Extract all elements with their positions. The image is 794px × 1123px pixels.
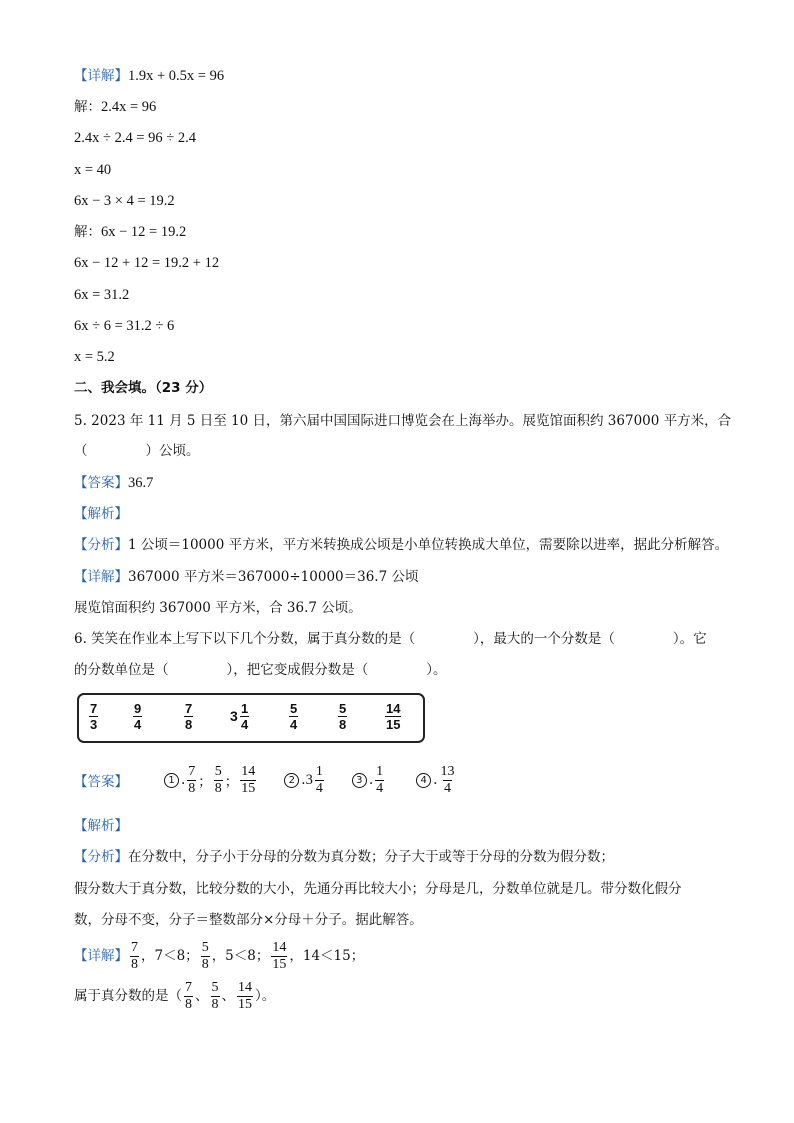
detail-tag: 【详解】 bbox=[74, 68, 128, 84]
box-fraction bbox=[240, 701, 249, 732]
numerator: 7 bbox=[90, 701, 98, 716]
numerator: 1 bbox=[315, 763, 323, 779]
numerator: 14 bbox=[272, 939, 287, 955]
denominator: 4 bbox=[241, 717, 249, 732]
fraction bbox=[187, 764, 196, 797]
q6-text-part: ）。它 bbox=[672, 631, 707, 647]
solution-line: 2.4x ÷ 2.4 = 96 ÷ 2.4 bbox=[74, 130, 196, 146]
denominator: 3 bbox=[90, 717, 98, 732]
q6-answer bbox=[74, 760, 457, 800]
q5-detail bbox=[74, 567, 418, 587]
q5-analysis bbox=[74, 535, 728, 555]
jiexi-tag: 【解析】 bbox=[74, 818, 128, 834]
fraction bbox=[211, 980, 220, 1013]
numerator: 14 bbox=[238, 979, 252, 995]
solution-line bbox=[74, 222, 186, 242]
box-fraction bbox=[289, 701, 298, 732]
circled-number: 4 bbox=[416, 773, 431, 788]
jie-label: 解： bbox=[74, 99, 101, 115]
separator: ； bbox=[198, 774, 212, 790]
fraction bbox=[237, 980, 253, 1013]
solution-line: 6x − 12 + 12 = 19.2 + 12 bbox=[74, 255, 220, 271]
numerator: 1 bbox=[376, 763, 384, 779]
denominator: 8 bbox=[185, 717, 193, 732]
dot: . bbox=[301, 772, 306, 788]
separator: 、 bbox=[195, 988, 209, 1004]
equation: 6x − 12 = 19.2 bbox=[101, 224, 187, 240]
solution-line: 6x − 3 × 4 = 19.2 bbox=[74, 193, 175, 209]
answer-tag: 【答案】 bbox=[74, 774, 128, 790]
numerator: 7 bbox=[131, 939, 138, 955]
numerator: 7 bbox=[185, 979, 192, 995]
denominator: 8 bbox=[188, 780, 196, 796]
box-fraction bbox=[133, 701, 142, 732]
q5-text-2 bbox=[74, 441, 200, 461]
separator: 、 bbox=[221, 988, 235, 1004]
detail-tag: 【详解】 bbox=[74, 569, 128, 585]
q6-final-text: 属于真分数的是（ bbox=[74, 988, 182, 1004]
paren-open: （ bbox=[74, 443, 88, 459]
equation: 1.9x + 0.5x = 96 bbox=[128, 68, 225, 84]
numerator: 5 bbox=[201, 939, 209, 955]
box-fraction bbox=[184, 701, 193, 732]
solution-line bbox=[74, 97, 156, 117]
q6-text-part: ），把它变成假分数是（ bbox=[226, 662, 369, 678]
comparison: ，14＜15； bbox=[289, 948, 365, 964]
denominator: 4 bbox=[315, 780, 323, 796]
numerator: 13 bbox=[440, 763, 455, 779]
fraction bbox=[315, 764, 324, 797]
jiexi-tag: 【解析】 bbox=[74, 506, 128, 522]
fraction bbox=[201, 940, 210, 973]
q5-text: 5. 2023 年 11 月 5 日至 10 日，第六届中国国际进口博览会在上海举办。展览馆面积约 367000 平方米，合 bbox=[74, 413, 732, 429]
analysis-tag: 【分析】 bbox=[74, 849, 128, 865]
mixed-whole: 3 bbox=[305, 771, 313, 788]
denominator: 8 bbox=[339, 717, 347, 732]
q6-text-part: 6. 笑笑在作业本上写下以下几个分数，属于真分数的是（ bbox=[74, 631, 416, 647]
fraction-box bbox=[77, 693, 425, 743]
circled-number: 3 bbox=[352, 773, 367, 788]
denominator: 8 bbox=[185, 996, 192, 1012]
detail-text: 367000 平方米＝367000÷10000＝36.7 公顷 bbox=[128, 569, 419, 585]
circled-number: 2 bbox=[284, 773, 299, 788]
equation: 2.4x = 96 bbox=[101, 99, 157, 115]
fraction bbox=[375, 764, 384, 797]
analysis-text: 在分数中，分子小于分母的分数为真分数；分子大于或等于分母的分数为假分数； bbox=[128, 849, 614, 865]
dot: . bbox=[181, 772, 186, 788]
solution-line: 6x = 31.2 bbox=[74, 287, 130, 303]
numerator: 1 bbox=[241, 701, 249, 716]
denominator: 15 bbox=[386, 717, 401, 732]
separator: ； bbox=[224, 774, 239, 790]
denominator: 8 bbox=[211, 996, 219, 1012]
numerator: 14 bbox=[386, 701, 401, 716]
denominator: 4 bbox=[290, 717, 298, 732]
q5-final: 展览馆面积约 367000 平方米，合 36.7 公顷。 bbox=[74, 600, 362, 616]
numerator: 7 bbox=[185, 701, 193, 716]
box-fraction bbox=[385, 701, 401, 732]
solution-line: x = 40 bbox=[74, 162, 112, 178]
analysis-tag: 【分析】 bbox=[74, 537, 128, 553]
denominator: 8 bbox=[131, 956, 138, 972]
section-heading: 二、我会填。（23 分） bbox=[74, 380, 213, 396]
answer-tag: 【答案】 bbox=[74, 475, 128, 491]
fraction bbox=[439, 764, 455, 797]
box-fraction bbox=[338, 701, 347, 732]
denominator: 4 bbox=[134, 717, 142, 732]
numerator: 14 bbox=[241, 763, 256, 779]
q6-detail bbox=[74, 936, 364, 976]
denominator: 8 bbox=[201, 956, 209, 972]
numerator: 5 bbox=[211, 979, 219, 995]
dot: . bbox=[368, 772, 374, 788]
solution-line: x = 5.2 bbox=[74, 349, 115, 365]
fraction bbox=[271, 940, 287, 973]
q5-answer bbox=[74, 473, 153, 493]
denominator: 8 bbox=[214, 780, 222, 796]
answer-value: 36.7 bbox=[128, 475, 154, 491]
q6-final-text: ）。 bbox=[255, 988, 276, 1004]
paren-close: ）公顷。 bbox=[145, 443, 200, 459]
numerator: 5 bbox=[339, 701, 347, 716]
mixed-whole: 3 bbox=[230, 708, 238, 724]
comparison: ，5＜8； bbox=[211, 948, 270, 964]
fraction bbox=[214, 764, 223, 797]
numerator: 7 bbox=[188, 763, 196, 779]
solution-line: 6x ÷ 6 = 31.2 ÷ 6 bbox=[74, 318, 175, 334]
numerator: 5 bbox=[214, 763, 222, 779]
jie-label: 解： bbox=[74, 224, 101, 240]
circled-number: 1 bbox=[164, 773, 179, 788]
q6-text bbox=[74, 629, 707, 649]
analysis-text: 1 公顷＝10000 平方米，平方米转换成公顷是小单位转换成大单位，需要除以进率，据此分析解答。 bbox=[128, 537, 729, 553]
denominator: 4 bbox=[376, 780, 384, 796]
q6-text-part: ），最大的一个分数是（ bbox=[473, 631, 615, 647]
fraction bbox=[130, 940, 139, 973]
dot: . bbox=[433, 772, 438, 788]
q6-final bbox=[74, 976, 275, 1016]
q6-analysis-3: 数，分母不变，分子＝整数部分×分母＋分子。据此解答。 bbox=[74, 912, 423, 928]
fraction bbox=[184, 980, 193, 1013]
q6-text-2 bbox=[74, 660, 447, 680]
comparison: ，7＜8； bbox=[141, 948, 199, 964]
q6-analysis-2: 假分数大于真分数，比较分数的大小，先通分再比较大小；分母是几，分数单位就是几。带分数化假分 bbox=[74, 881, 682, 897]
q6-analysis bbox=[74, 847, 614, 867]
numerator: 5 bbox=[290, 701, 298, 716]
denominator: 15 bbox=[272, 956, 287, 972]
box-fraction bbox=[89, 701, 98, 732]
denominator: 15 bbox=[238, 996, 252, 1012]
numerator: 9 bbox=[134, 701, 142, 716]
fraction bbox=[240, 764, 256, 797]
q6-text-part: ）。 bbox=[426, 662, 447, 678]
solution-1-line bbox=[74, 66, 224, 86]
detail-tag: 【详解】 bbox=[74, 948, 128, 964]
denominator: 4 bbox=[443, 780, 451, 796]
q6-text-part: 的分数单位是（ bbox=[74, 662, 169, 678]
denominator: 15 bbox=[241, 780, 256, 796]
